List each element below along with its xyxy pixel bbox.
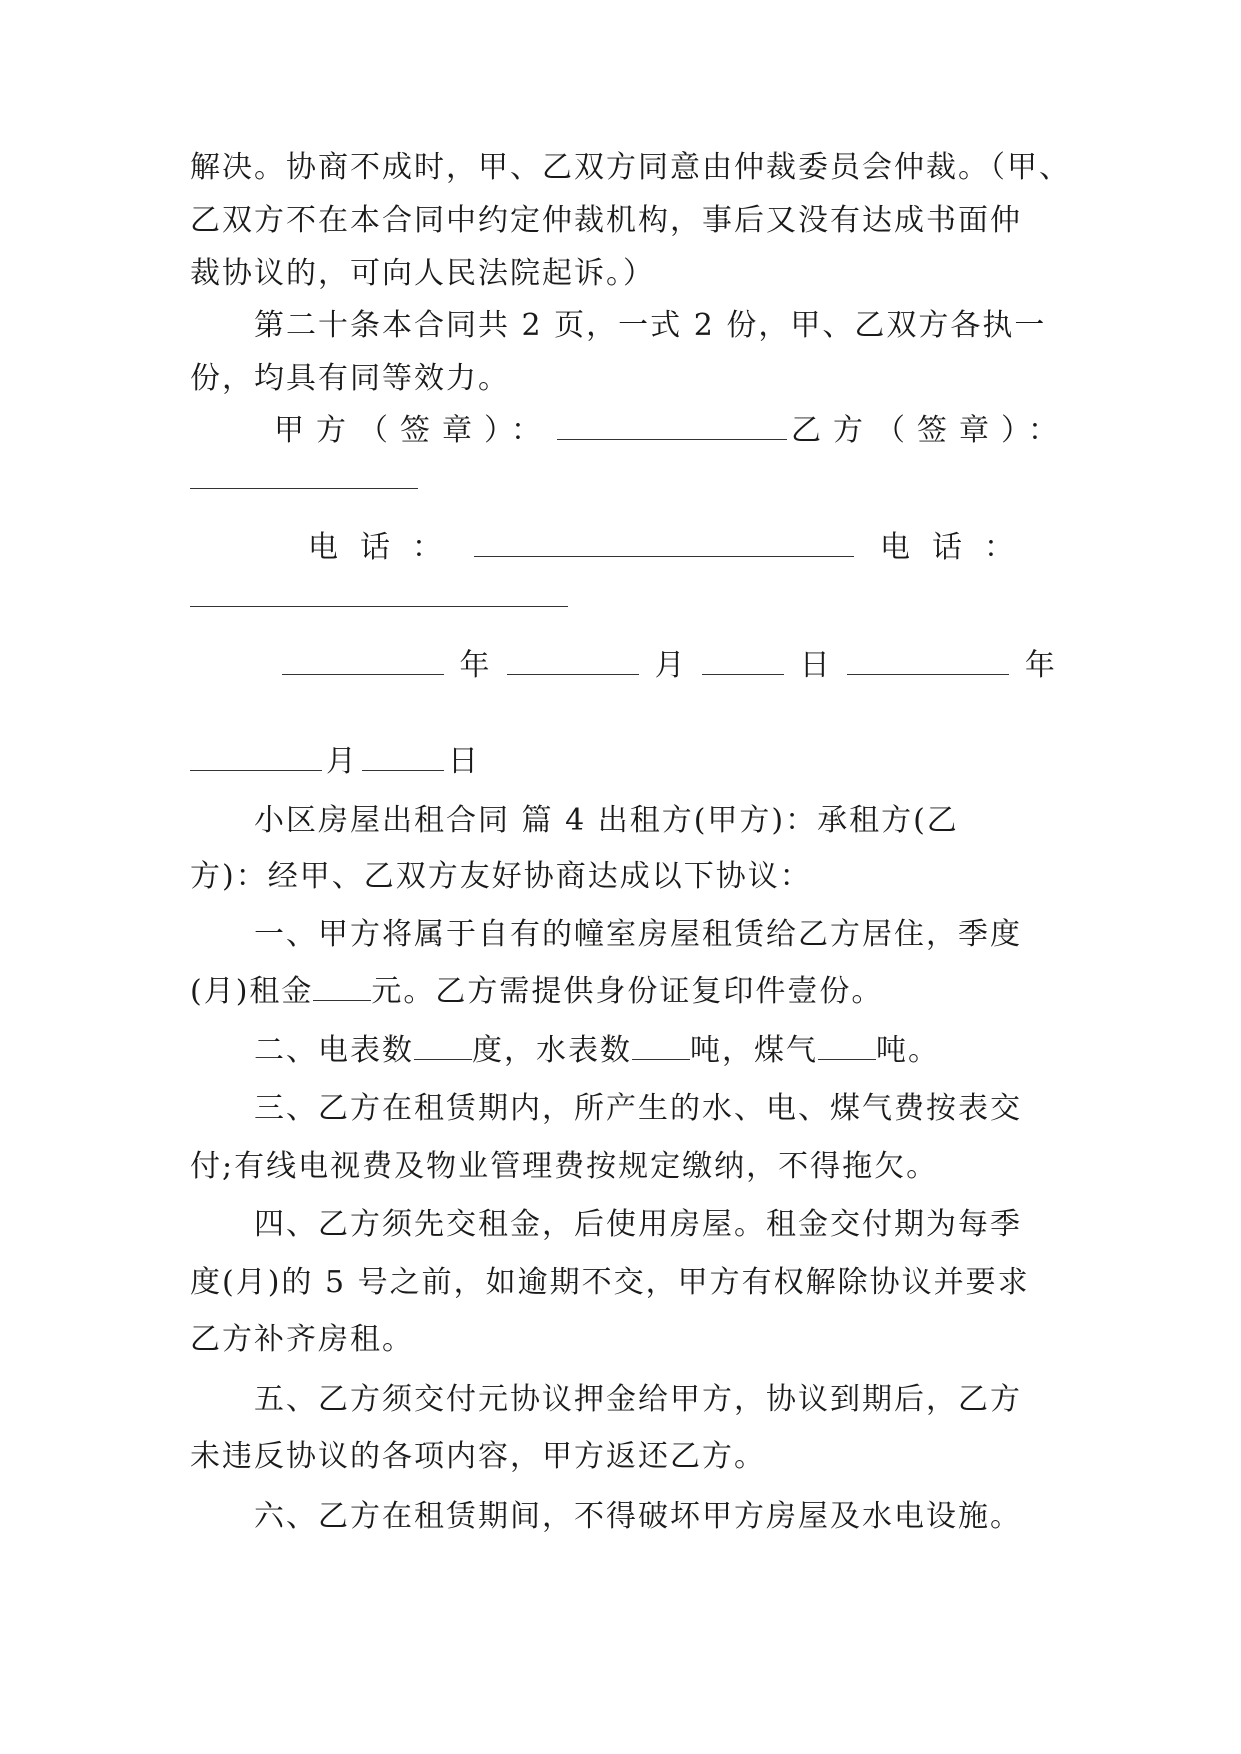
party-a-month-blank: [507, 646, 639, 675]
meter-text: 吨。: [876, 1033, 940, 1068]
electric-meter-blank: [414, 1031, 472, 1060]
party-b-phone-label: 电话：: [880, 530, 1036, 565]
paragraph-line: 解决。协商不成时，甲、乙双方同意由仲裁委员会仲裁。（甲、: [190, 150, 1071, 185]
party-b-signature-label: 乙方（签章）：: [791, 413, 1070, 448]
gas-meter-blank: [818, 1031, 876, 1060]
party-b-month-label: 月: [326, 744, 358, 779]
party-b-year-label: 年: [1024, 648, 1057, 683]
paragraph-line: 裁协议的，可向人民法院起诉。）: [190, 256, 655, 291]
paragraph-line: [190, 972, 883, 1012]
party-b-day-label: 日: [448, 744, 480, 779]
paragraph-line: 份，均具有同等效力。: [190, 361, 510, 396]
meter-text: 二、电表数: [254, 1033, 414, 1068]
party-b-signature-blank: [190, 487, 418, 489]
paragraph-line: [254, 1031, 940, 1071]
party-a-phone-blank: [474, 528, 854, 557]
paragraph-line: 四、乙方须先交租金，后使用房屋。租金交付期为每季: [254, 1207, 1022, 1242]
party-a-day-label: 日: [799, 648, 832, 683]
date-line-continued: [190, 742, 480, 782]
signature-line: [274, 411, 1070, 451]
rent-text: 元。乙方需提供身份证复印件壹份。: [371, 974, 884, 1009]
paragraph-line: 六、乙方在租赁期间，不得破坏甲方房屋及水电设施。: [254, 1499, 1022, 1534]
paragraph-line: 未违反协议的各项内容，甲方返还乙方。: [190, 1439, 766, 1474]
party-b-year-blank: [847, 646, 1009, 675]
paragraph-line: 付;有线电视费及物业管理费按规定缴纳，不得拖欠。: [190, 1149, 939, 1184]
paragraph-line: 方)：经甲、乙双方友好协商达成以下协议：: [190, 859, 812, 894]
paragraph-line: 第二十条本合同共 2 页，一式 2 份，甲、乙双方各执一: [254, 308, 1047, 343]
phone-line: [308, 528, 1036, 568]
paragraph-line: 乙双方不在本合同中约定仲裁机构，事后又没有达成书面仲: [190, 203, 1022, 238]
date-line: [278, 646, 1057, 686]
party-a-year-label: 年: [459, 648, 492, 683]
party-a-phone-label: 电话：: [308, 530, 464, 565]
meter-text: 吨，煤气: [690, 1033, 818, 1068]
party-a-day-blank: [702, 646, 784, 675]
paragraph-line: 三、乙方在租赁期内，所产生的水、电、煤气费按表交: [254, 1091, 1022, 1126]
paragraph-line: 五、乙方须交付元协议押金给甲方，协议到期后，乙方: [254, 1382, 1022, 1417]
party-a-month-label: 月: [654, 648, 687, 683]
party-a-signature-label: 甲方（签章）：: [274, 413, 553, 448]
party-a-signature-blank: [557, 411, 787, 440]
paragraph-line: 小区房屋出租合同 篇 4 出租方(甲方)：承租方(乙: [254, 803, 959, 838]
meter-text: 度，水表数: [472, 1033, 632, 1068]
paragraph-line: 乙方补齐房租。: [190, 1322, 414, 1357]
paragraph-line: 度(月)的 5 号之前，如逾期不交，甲方有权解除协议并要求: [190, 1265, 1030, 1300]
paragraph-line: 一、甲方将属于自有的幢室房屋租赁给乙方居住，季度: [254, 917, 1022, 952]
rent-blank: [313, 972, 371, 1001]
rent-label: (月)租金: [190, 974, 314, 1009]
party-a-year-blank: [282, 646, 444, 675]
party-b-phone-blank: [190, 605, 568, 607]
party-b-day-blank: [362, 742, 444, 771]
water-meter-blank: [632, 1031, 690, 1060]
party-b-month-blank: [190, 742, 322, 771]
